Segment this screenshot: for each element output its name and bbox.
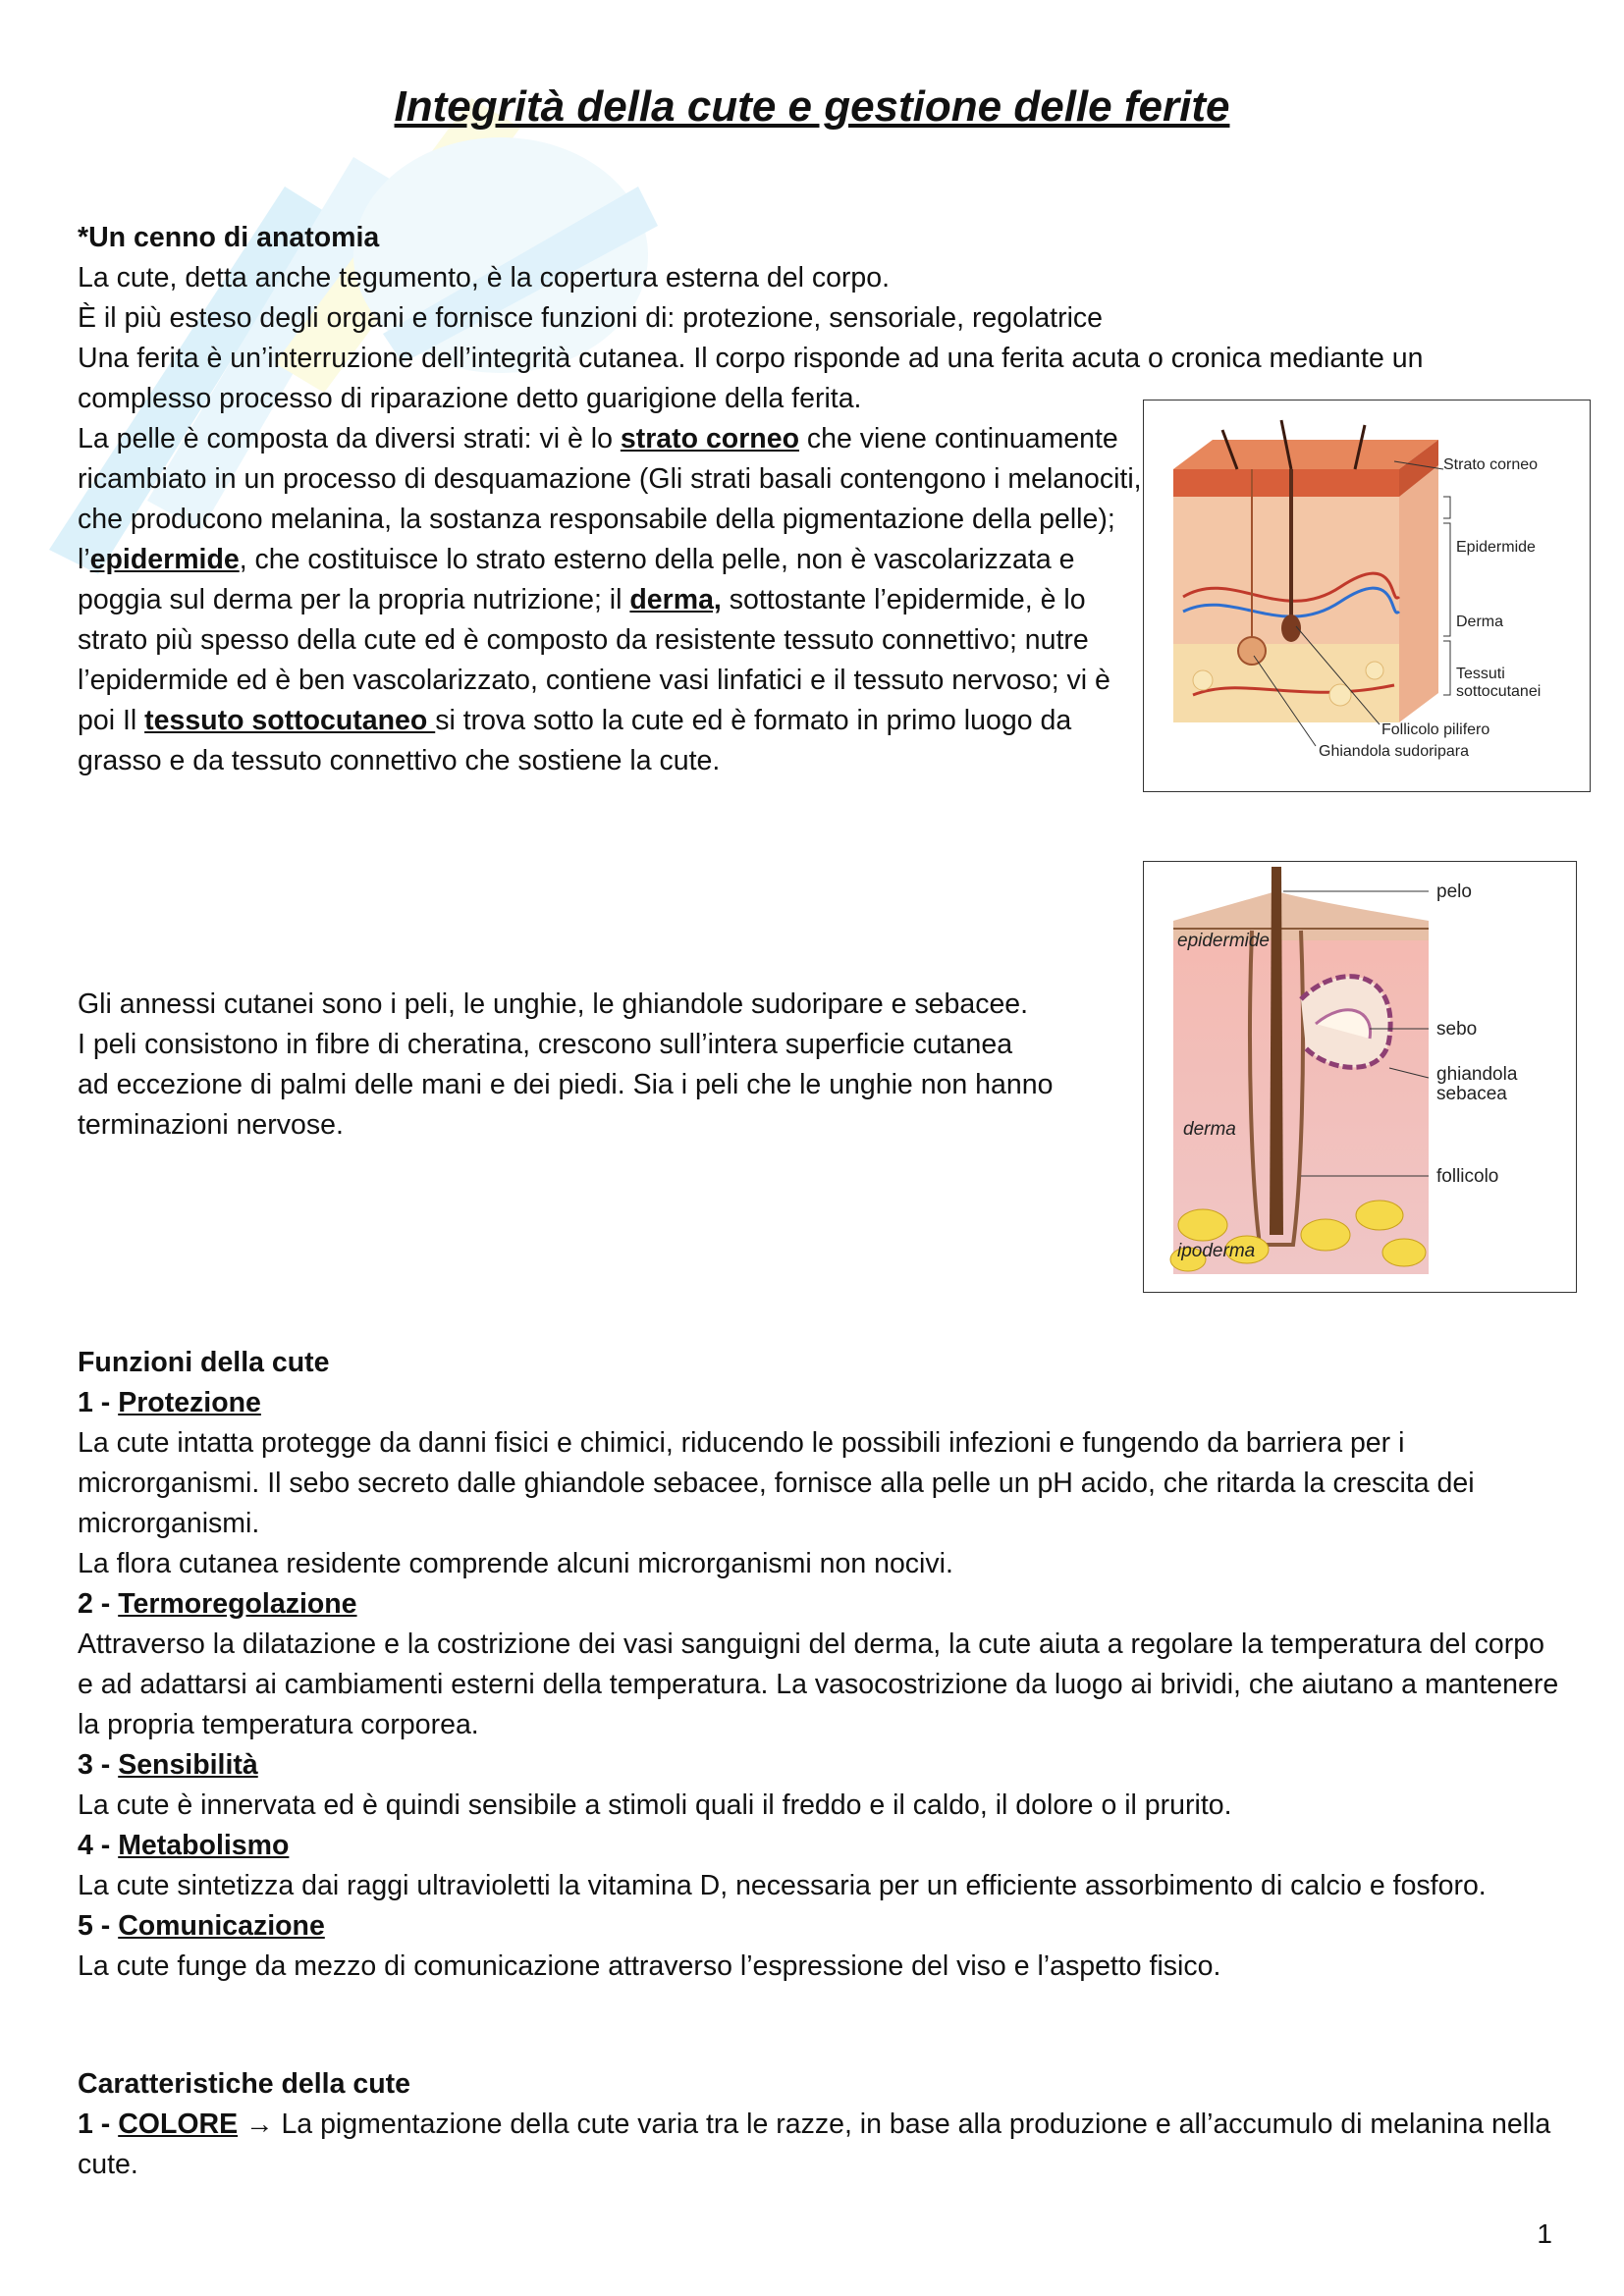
text-run: sottostante l’epidermide, è lo strato più spesso della cute ed è composto da resistente tessuto connettivo; nutre l’epidermide ed è ben vascolarizzato, contiene vasi linfatici e il tessuto nervoso; vi è poi Il: [78, 584, 1110, 736]
text-run: che viene continuamente ricambiato in un processo di desquamazione (Gli strati basali contengono i melanociti, che producono melanina, la sostanza responsabile della pigmentazione della pelle); l’: [78, 423, 1142, 575]
anatomy-line: La cute, detta anche tegumento, è la copertura esterna del corpo.: [78, 262, 891, 294]
function-title: [78, 1906, 1560, 1947]
label-sottocutanei: sottocutanei: [1456, 683, 1542, 700]
function-name-metabolismo: Metabolismo: [118, 1830, 290, 1861]
term-epidermide: epidermide: [89, 544, 240, 575]
annexes-line: terminazioni nervose.: [78, 1109, 344, 1141]
function-name-protezione: Protezione: [118, 1387, 261, 1418]
hair-follicle-illustration: [1144, 862, 1576, 1292]
anatomy-line: È il più esteso degli organi e fornisce funzioni di: protezione, sensoriale, regolatrice: [78, 302, 1104, 334]
annexes-line: I peli consistono in fibre di cheratina, crescono sull’intera superficie cutanea: [78, 1029, 1013, 1060]
characteristic-text: La pigmentazione della cute varia tra le razze, in base alla produzione e all’accumulo di melanina nella cute.: [78, 2109, 1551, 2180]
label-derma: derma: [1183, 1119, 1236, 1140]
page-title: Integrità della cute e gestione delle ferite: [394, 82, 1230, 131]
text-run: si trova sotto la cute ed è formato in primo luogo da grasso e da tessuto connettivo che sostiene la cute.: [78, 705, 1072, 776]
skin-cross-section-illustration: [1144, 400, 1590, 791]
functions-heading: Funzioni della cute: [78, 1347, 330, 1378]
function-text: La cute sintetizza dai raggi ultravioletti la vitamina D, necessaria per un efficiente assorbimento di calcio e fosforo.: [78, 1870, 1487, 1901]
label-strato-corneo: Strato corneo: [1443, 456, 1539, 473]
skin-layers-figure: [1143, 400, 1591, 792]
characteristic-number: 1 -: [78, 2109, 119, 2140]
term-strato-corneo: strato corneo: [620, 423, 799, 454]
label-pelo: pelo: [1436, 881, 1472, 902]
characteristic-name-colore: COLORE: [118, 2109, 239, 2140]
text-run: La pelle è composta da diversi strati: vi è lo: [78, 423, 621, 454]
function-name-sensibilita: Sensibilità: [118, 1749, 258, 1781]
function-title: [78, 1383, 1560, 1423]
anatomy-section: [78, 218, 1550, 419]
function-number: 2 -: [78, 1588, 119, 1620]
label-ghiandola: ghiandola: [1436, 1064, 1518, 1085]
anatomy-heading: *Un cenno di anatomia: [78, 222, 380, 253]
label-tessuti: Tessuti: [1456, 666, 1505, 682]
function-name-comunicazione: Comunicazione: [118, 1910, 325, 1942]
term-derma: derma,: [629, 584, 722, 615]
label-sebacea: sebacea: [1436, 1084, 1507, 1104]
label-ghiandola-sudoripara: Ghiandola sudoripara: [1319, 743, 1469, 760]
label-derma: Derma: [1456, 614, 1504, 630]
function-text: La cute funge da mezzo di comunicazione attraverso l’espressione del viso e l’aspetto fisico.: [78, 1950, 1221, 1982]
hair-follicle-figure: [1143, 861, 1577, 1293]
annexes-line: ad eccezione di palmi delle mani e dei piedi. Sia i peli che le unghie non hanno: [78, 1069, 1054, 1100]
function-title: [78, 1745, 1560, 1786]
functions-section: [78, 1343, 1560, 1987]
label-ipoderma: ipoderma: [1177, 1241, 1256, 1261]
term-tessuto-sottocutaneo: tessuto sottocutaneo: [144, 705, 436, 736]
function-title: [78, 1584, 1560, 1625]
annexes-line: Gli annessi cutanei sono i peli, le unghie, le ghiandole sudoripare e sebacee.: [78, 988, 1029, 1020]
label-follicolo: follicolo: [1436, 1166, 1499, 1187]
function-title: [78, 1826, 1560, 1866]
annexes-section: [78, 985, 1143, 1146]
label-follicolo-pilifero: Follicolo pilifero: [1381, 721, 1490, 738]
function-text: Attraverso la dilatazione e la costrizione dei vasi sanguigni del derma, la cute aiuta a regolare la temperatura del corpo e ad adattarsi ai cambiamenti esterni della temperatura. La vasocostrizione da luogo ai brividi, che aiutano a mantenere la propria temperatura corporea.: [78, 1629, 1559, 1740]
function-text: La cute intatta protegge da danni fisici e chimici, riducendo le possibili infezioni e fungendo da barriera per i microrganismi. Il sebo secreto dalle ghiandole sebacee, fornisce alla pelle un pH acido, che ritarda la crescita dei microrganismi.: [78, 1427, 1475, 1539]
function-number: 1 -: [78, 1387, 119, 1418]
function-text: La cute è innervata ed è quindi sensibile a stimoli quali il freddo e il caldo, il dolore o il prurito.: [78, 1789, 1232, 1821]
function-number: 5 -: [78, 1910, 119, 1942]
page-number: 1: [1537, 2218, 1552, 2249]
label-epidermide: Epidermide: [1456, 539, 1536, 556]
skin-layers-paragraph: [78, 419, 1143, 781]
characteristics-section: [78, 2064, 1560, 2185]
label-epidermide: epidermide: [1177, 931, 1270, 951]
characteristic-item: [78, 2105, 1560, 2185]
anatomy-line: Una ferita è un’interruzione dell’integrità cutanea. Il corpo risponde ad una ferita acuta o cronica mediante un: [78, 343, 1424, 374]
characteristics-heading: Caratteristiche della cute: [78, 2068, 410, 2100]
function-number: 4 -: [78, 1830, 119, 1861]
arrow-icon: →: [238, 2109, 282, 2140]
function-name-termoregolazione: Termoregolazione: [118, 1588, 357, 1620]
text-run: , che costituisce lo strato esterno della pelle, non è vascolarizzata e poggia sul derma per la propria nutrizione; il: [78, 544, 1075, 615]
anatomy-line: complesso processo di riparazione detto guarigione della ferita.: [78, 383, 862, 414]
label-sebo: sebo: [1436, 1019, 1478, 1040]
function-extra: La flora cutanea residente comprende alcuni microrganismi non nocivi.: [78, 1548, 953, 1579]
function-number: 3 -: [78, 1749, 119, 1781]
